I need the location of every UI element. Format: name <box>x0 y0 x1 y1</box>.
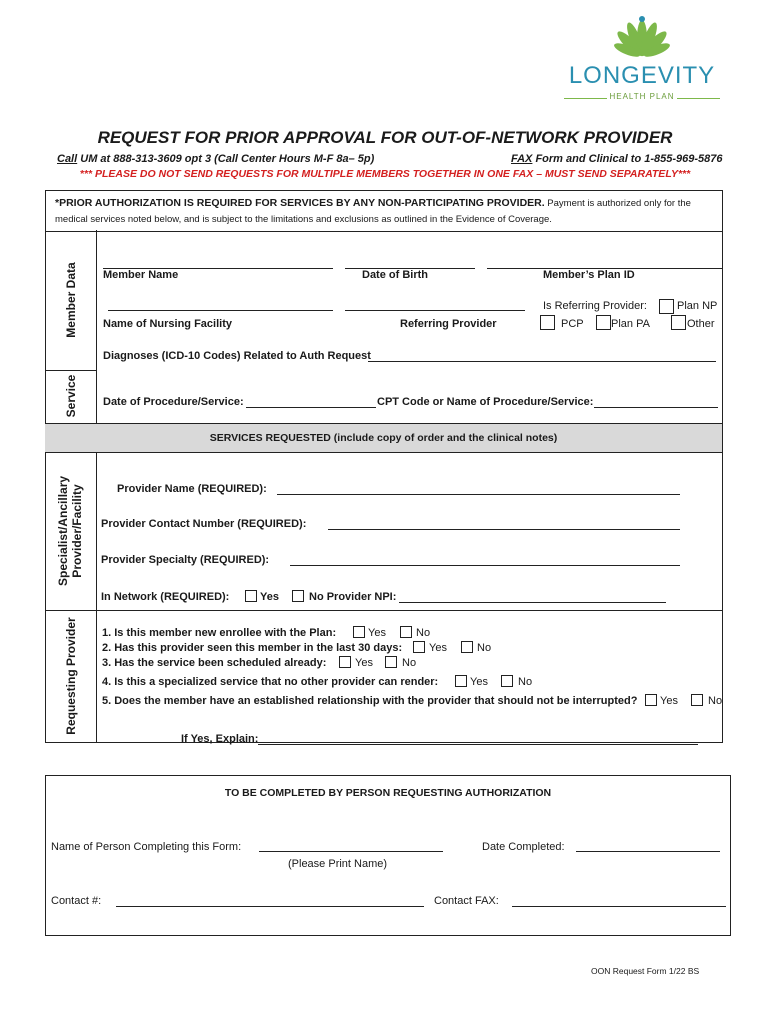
cpt-label: CPT Code or Name of Procedure/Service: <box>377 396 594 408</box>
fax-word: FAX <box>511 153 533 165</box>
call-word: Call <box>57 153 78 165</box>
in-network-no-checkbox[interactable] <box>292 590 304 602</box>
side-label-specialist-1: Specialist/Ancillary <box>56 475 70 586</box>
q2-yes-label: Yes <box>429 642 447 654</box>
is-referring-label: Is Referring Provider: <box>543 300 647 312</box>
page-title: REQUEST FOR PRIOR APPROVAL FOR OUT-OF-NETWORK PROVIDER <box>97 128 673 147</box>
section-divider <box>96 452 97 742</box>
plan-np-label: Plan NP <box>677 300 718 312</box>
side-label-specialist <box>56 476 86 586</box>
q3-yes-checkbox[interactable] <box>339 656 351 668</box>
q5-yes-label: Yes <box>660 695 678 707</box>
notice-rest-1: Payment is authorized only for the <box>544 198 691 209</box>
nursing-facility-label: Name of Nursing Facility <box>103 318 232 330</box>
completion-name-label: Name of Person Completing this Form: <box>51 841 242 853</box>
completion-name-field[interactable] <box>259 840 443 852</box>
in-network-yes-label: Yes <box>260 591 279 603</box>
question-text: 3. Has the service been scheduled already: <box>102 657 327 669</box>
pcp-checkbox[interactable] <box>540 315 555 330</box>
plan-id-label: Member’s Plan ID <box>543 269 635 281</box>
q4-yes-checkbox[interactable] <box>455 675 467 687</box>
q4-yes-label: Yes <box>470 676 488 688</box>
notice-bold: *PRIOR AUTHORIZATION IS REQUIRED FOR SERVICES BY ANY NON-PARTICIPATING PROVIDER. <box>55 197 545 209</box>
date-completed-field[interactable] <box>576 840 720 852</box>
q2-no-label: No <box>477 642 492 654</box>
date-completed-label: Date Completed: <box>482 841 565 853</box>
provider-specialty-field[interactable] <box>290 554 680 566</box>
q5-yes-checkbox[interactable] <box>645 694 657 706</box>
nursing-facility-field[interactable] <box>108 299 333 311</box>
q5-no-label: No <box>708 695 723 707</box>
q1-no-checkbox[interactable] <box>400 626 412 638</box>
footer-form-id: OON Request Form 1/22 BS <box>591 966 700 976</box>
q4-no-label: No <box>518 676 533 688</box>
explain-field[interactable] <box>258 733 698 745</box>
q3-no-label: No <box>402 657 417 669</box>
service-date-field[interactable] <box>246 396 376 408</box>
plan-pa-label: Plan PA <box>611 318 650 330</box>
services-requested-label: SERVICES REQUESTED (include copy of order and the clinical notes) <box>209 432 558 444</box>
q1-yes-checkbox[interactable] <box>353 626 365 638</box>
question-text: 4. Is this a specialized service that no other provider can render: <box>102 676 439 688</box>
contact-fax-label: Contact FAX: <box>434 895 499 907</box>
question-text: 2. Has this provider seen this member in the last 30 days: <box>102 642 403 654</box>
q3-yes-label: Yes <box>355 657 373 669</box>
provider-name-label: Provider Name (REQUIRED): <box>117 483 267 495</box>
question-5 <box>102 695 637 707</box>
side-label-requesting: Requesting Provider <box>64 617 78 735</box>
in-network-label: In Network (REQUIRED): <box>101 591 230 603</box>
q2-no-checkbox[interactable] <box>461 641 473 653</box>
service-date-label: Date of Procedure/Service: <box>103 396 244 408</box>
plan-np-checkbox[interactable] <box>659 299 674 314</box>
q3-no-checkbox[interactable] <box>385 656 397 668</box>
provider-contact-field[interactable] <box>328 518 680 530</box>
in-network-no-label: No Provider NPI: <box>309 591 397 603</box>
provider-requesting-divider <box>45 610 722 611</box>
explain-label: If Yes, Explain: <box>181 733 259 745</box>
completion-box <box>45 775 731 936</box>
logo <box>556 14 728 106</box>
contact-number-label: Contact #: <box>51 895 102 907</box>
fax-rest: Form and Clinical to 1-855-969-5876 <box>532 153 723 165</box>
lotus-icon <box>556 14 728 64</box>
warning-line: *** PLEASE DO NOT SEND REQUESTS FOR MULTIPLE MEMBERS TOGETHER IN ONE FAX – MUST SEND SEPARATELY*** <box>79 168 691 180</box>
other-label: Other <box>687 318 715 330</box>
diagnoses-field[interactable] <box>368 350 716 362</box>
member-name-label: Member Name <box>103 269 179 281</box>
notice-box <box>45 190 723 232</box>
section-divider <box>96 230 97 423</box>
contact-fax-field[interactable] <box>512 895 726 907</box>
diagnoses-label: Diagnoses (ICD-10 Codes) Related to Auth Request <box>103 350 371 362</box>
question-4 <box>102 676 438 688</box>
other-checkbox[interactable] <box>671 315 686 330</box>
dob-label: Date of Birth <box>362 269 428 281</box>
in-network-yes-checkbox[interactable] <box>245 590 257 602</box>
call-rest: UM at 888-313-3609 opt 3 (Call Center Hours M-F 8a– 5p) <box>77 153 375 165</box>
referring-provider-label: Referring Provider <box>400 318 497 330</box>
q4-no-checkbox[interactable] <box>501 675 513 687</box>
plan-id-field[interactable] <box>487 257 722 269</box>
cpt-field[interactable] <box>594 396 718 408</box>
side-label-service: Service <box>64 374 78 418</box>
question-3 <box>102 657 326 669</box>
contact-number-field[interactable] <box>116 895 424 907</box>
question-text: 5. Does the member have an established relationship with the provider that should not be interrupted? <box>102 695 638 707</box>
provider-name-field[interactable] <box>277 483 680 495</box>
logo-sub: HEALTH PLAN <box>607 92 677 101</box>
q5-no-checkbox[interactable] <box>691 694 703 706</box>
pcp-label: PCP <box>561 318 584 330</box>
q1-yes-label: Yes <box>368 627 386 639</box>
dob-field[interactable] <box>345 257 475 269</box>
plan-pa-checkbox[interactable] <box>596 315 611 330</box>
q1-no-label: No <box>416 627 431 639</box>
question-2 <box>102 642 402 654</box>
provider-npi-field[interactable] <box>399 591 666 603</box>
completion-heading: TO BE COMPLETED BY PERSON REQUESTING AUTHORIZATION <box>224 787 552 799</box>
side-label-member-data: Member Data <box>64 262 78 338</box>
q2-yes-checkbox[interactable] <box>413 641 425 653</box>
fax-line <box>511 153 723 165</box>
provider-specialty-label: Provider Specialty (REQUIRED): <box>101 554 270 566</box>
notice-rest-2: medical services noted below, and is subject to the limitations and exclusions as outlined in the Evidence of Coverage. <box>55 214 552 225</box>
print-name-label: (Please Print Name) <box>288 858 388 870</box>
question-text: 1. Is this member new enrollee with the Plan: <box>102 627 337 639</box>
question-1 <box>102 627 336 639</box>
member-name-field[interactable] <box>103 257 333 269</box>
logo-brand: LONGEVITY <box>568 62 716 89</box>
services-requested-band <box>45 424 722 453</box>
referring-provider-field[interactable] <box>345 299 525 311</box>
provider-contact-label: Provider Contact Number (REQUIRED): <box>101 518 307 530</box>
call-line <box>57 153 374 165</box>
side-label-specialist-2: Provider/Facility <box>70 484 84 578</box>
